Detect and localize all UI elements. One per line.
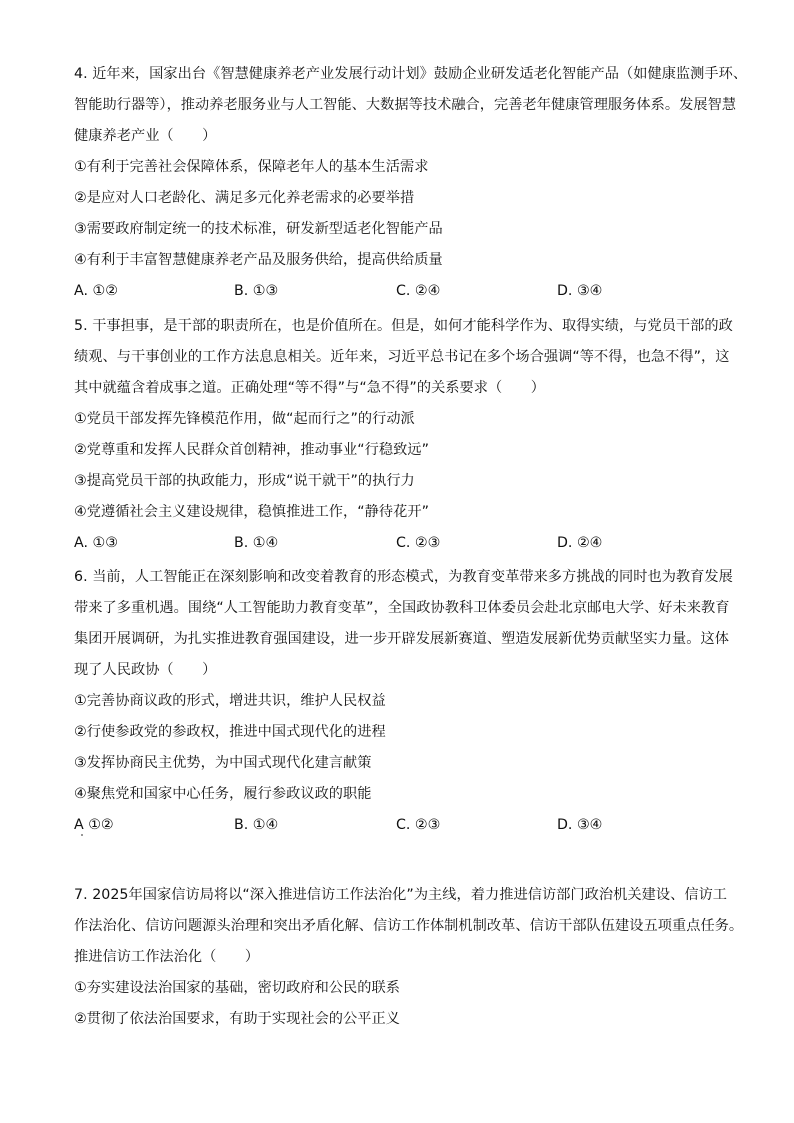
statement-1: ①夯实建设法治国家的基础，密切政府和公民的联系 <box>74 980 400 996</box>
choice-b[interactable]: B. ①④ <box>234 535 279 551</box>
question-stem-line: 其中就蕴含着成事之道。正确处理“等不得”与“急不得”的关系要求（ ） <box>74 380 545 396</box>
choice-d[interactable]: D. ②④ <box>557 535 603 551</box>
question-stem-line: 智能助行器等），推动养老服务业与人工智能、大数据等技术融合，完善老年健康管理服务体系。发展智慧 <box>74 97 737 113</box>
question-stem-line: 7. 2025年国家信访局将以“深入推进信访工作法治化”为主线，着力推进信访部门政治机关建设、信访工 <box>74 887 728 903</box>
answer-choices <box>74 276 746 307</box>
question-stem-line: 6. 当前，人工智能正在深刻影响和改变着教育的形态模式，为教育变革带来多方挑战的同时也为教育发展 <box>74 569 733 585</box>
statement-3: ③提高党员干部的执政能力，形成“说干就干”的执行力 <box>74 473 415 489</box>
question-stem-line: 健康养老产业（ ） <box>74 128 217 144</box>
choice-a[interactable]: A. ①③ <box>74 535 118 551</box>
question-7 <box>74 880 746 1035</box>
choice-c[interactable]: C. ②③ <box>396 817 441 833</box>
choice-c[interactable]: C. ②④ <box>396 283 441 299</box>
statement-2: ②贯彻了依法治国要求，有助于实现社会的公平正义 <box>74 1011 400 1027</box>
question-5 <box>74 311 746 559</box>
statement-4: ④党遵循社会主义建设规律，稳慎推进工作，“静待花开” <box>74 504 430 520</box>
question-stem-line: 现了人民政协（ ） <box>74 662 217 678</box>
statement-1: ①党员干部发挥先锋模范作用，做“起而行之”的行动派 <box>74 411 415 427</box>
statement-1: ①有利于完善社会保障体系，保障老年人的基本生活需求 <box>74 159 429 175</box>
answer-choices <box>74 810 746 841</box>
choice-b[interactable]: B. ①③ <box>234 283 279 299</box>
question-4 <box>74 59 746 307</box>
answer-choices <box>74 528 746 559</box>
question-stem-line: 绩观、与干事创业的工作方法息息相关。近年来，习近平总书记在多个场合强调“等不得，也急不得”，这 <box>74 349 730 365</box>
question-stem-line: 带来了多重机遇。围绕“人工智能助力教育变革”，全国政协教科卫体委员会赴北京邮电大学、好未来教育 <box>74 600 730 616</box>
statement-3: ③发挥协商民主优势，为中国式现代化建言献策 <box>74 755 372 771</box>
statement-1: ①完善协商议政的形式，增进共识，维护人民权益 <box>74 693 386 709</box>
statement-2: ②是应对人口老龄化、满足多元化养老需求的必要举措 <box>74 190 415 206</box>
question-stem-line: 推进信访工作法治化（ ） <box>74 949 260 965</box>
question-6 <box>74 562 746 841</box>
scan-dot <box>81 834 83 836</box>
statement-4: ④聚焦党和国家中心任务，履行参政议政的职能 <box>74 786 372 802</box>
statement-3: ③需要政府制定统一的技术标准，研发新型适老化智能产品 <box>74 221 443 237</box>
statement-2: ②党尊重和发挥人民群众首创精神，推动事业“行稳致远” <box>74 442 430 458</box>
choice-c[interactable]: C. ②③ <box>396 535 441 551</box>
question-stem-line: 作法治化、信访问题源头治理和突出矛盾化解、信访工作体制机制改革、信访干部队伍建设五项重点任务。 <box>74 918 744 934</box>
choice-d[interactable]: D. ③④ <box>557 817 603 833</box>
choice-b[interactable]: B. ①④ <box>234 817 279 833</box>
statement-4: ④有利于丰富智慧健康养老产品及服务供给，提高供给质量 <box>74 252 443 268</box>
question-stem-line: 集团开展调研，为扎实推进教育强国建设，进一步开辟发展新赛道、塑造发展新优势贡献坚实力量。这体 <box>74 631 729 647</box>
choice-d[interactable]: D. ③④ <box>557 283 603 299</box>
choice-a[interactable]: A. ①② <box>74 283 118 299</box>
choice-a[interactable]: A ①② <box>74 817 114 833</box>
question-stem-line: 4. 近年来，国家出台《智慧健康养老产业发展行动计划》鼓励企业研发适老化智能产品（如健康监测手环、 <box>74 66 748 82</box>
statement-2: ②行使参政党的参政权，推进中国式现代化的进程 <box>74 724 386 740</box>
question-stem-line: 5. 干事担事，是干部的职责所在，也是价值所在。但是，如何才能科学作为、取得实绩，与党员干部的政 <box>74 318 733 334</box>
